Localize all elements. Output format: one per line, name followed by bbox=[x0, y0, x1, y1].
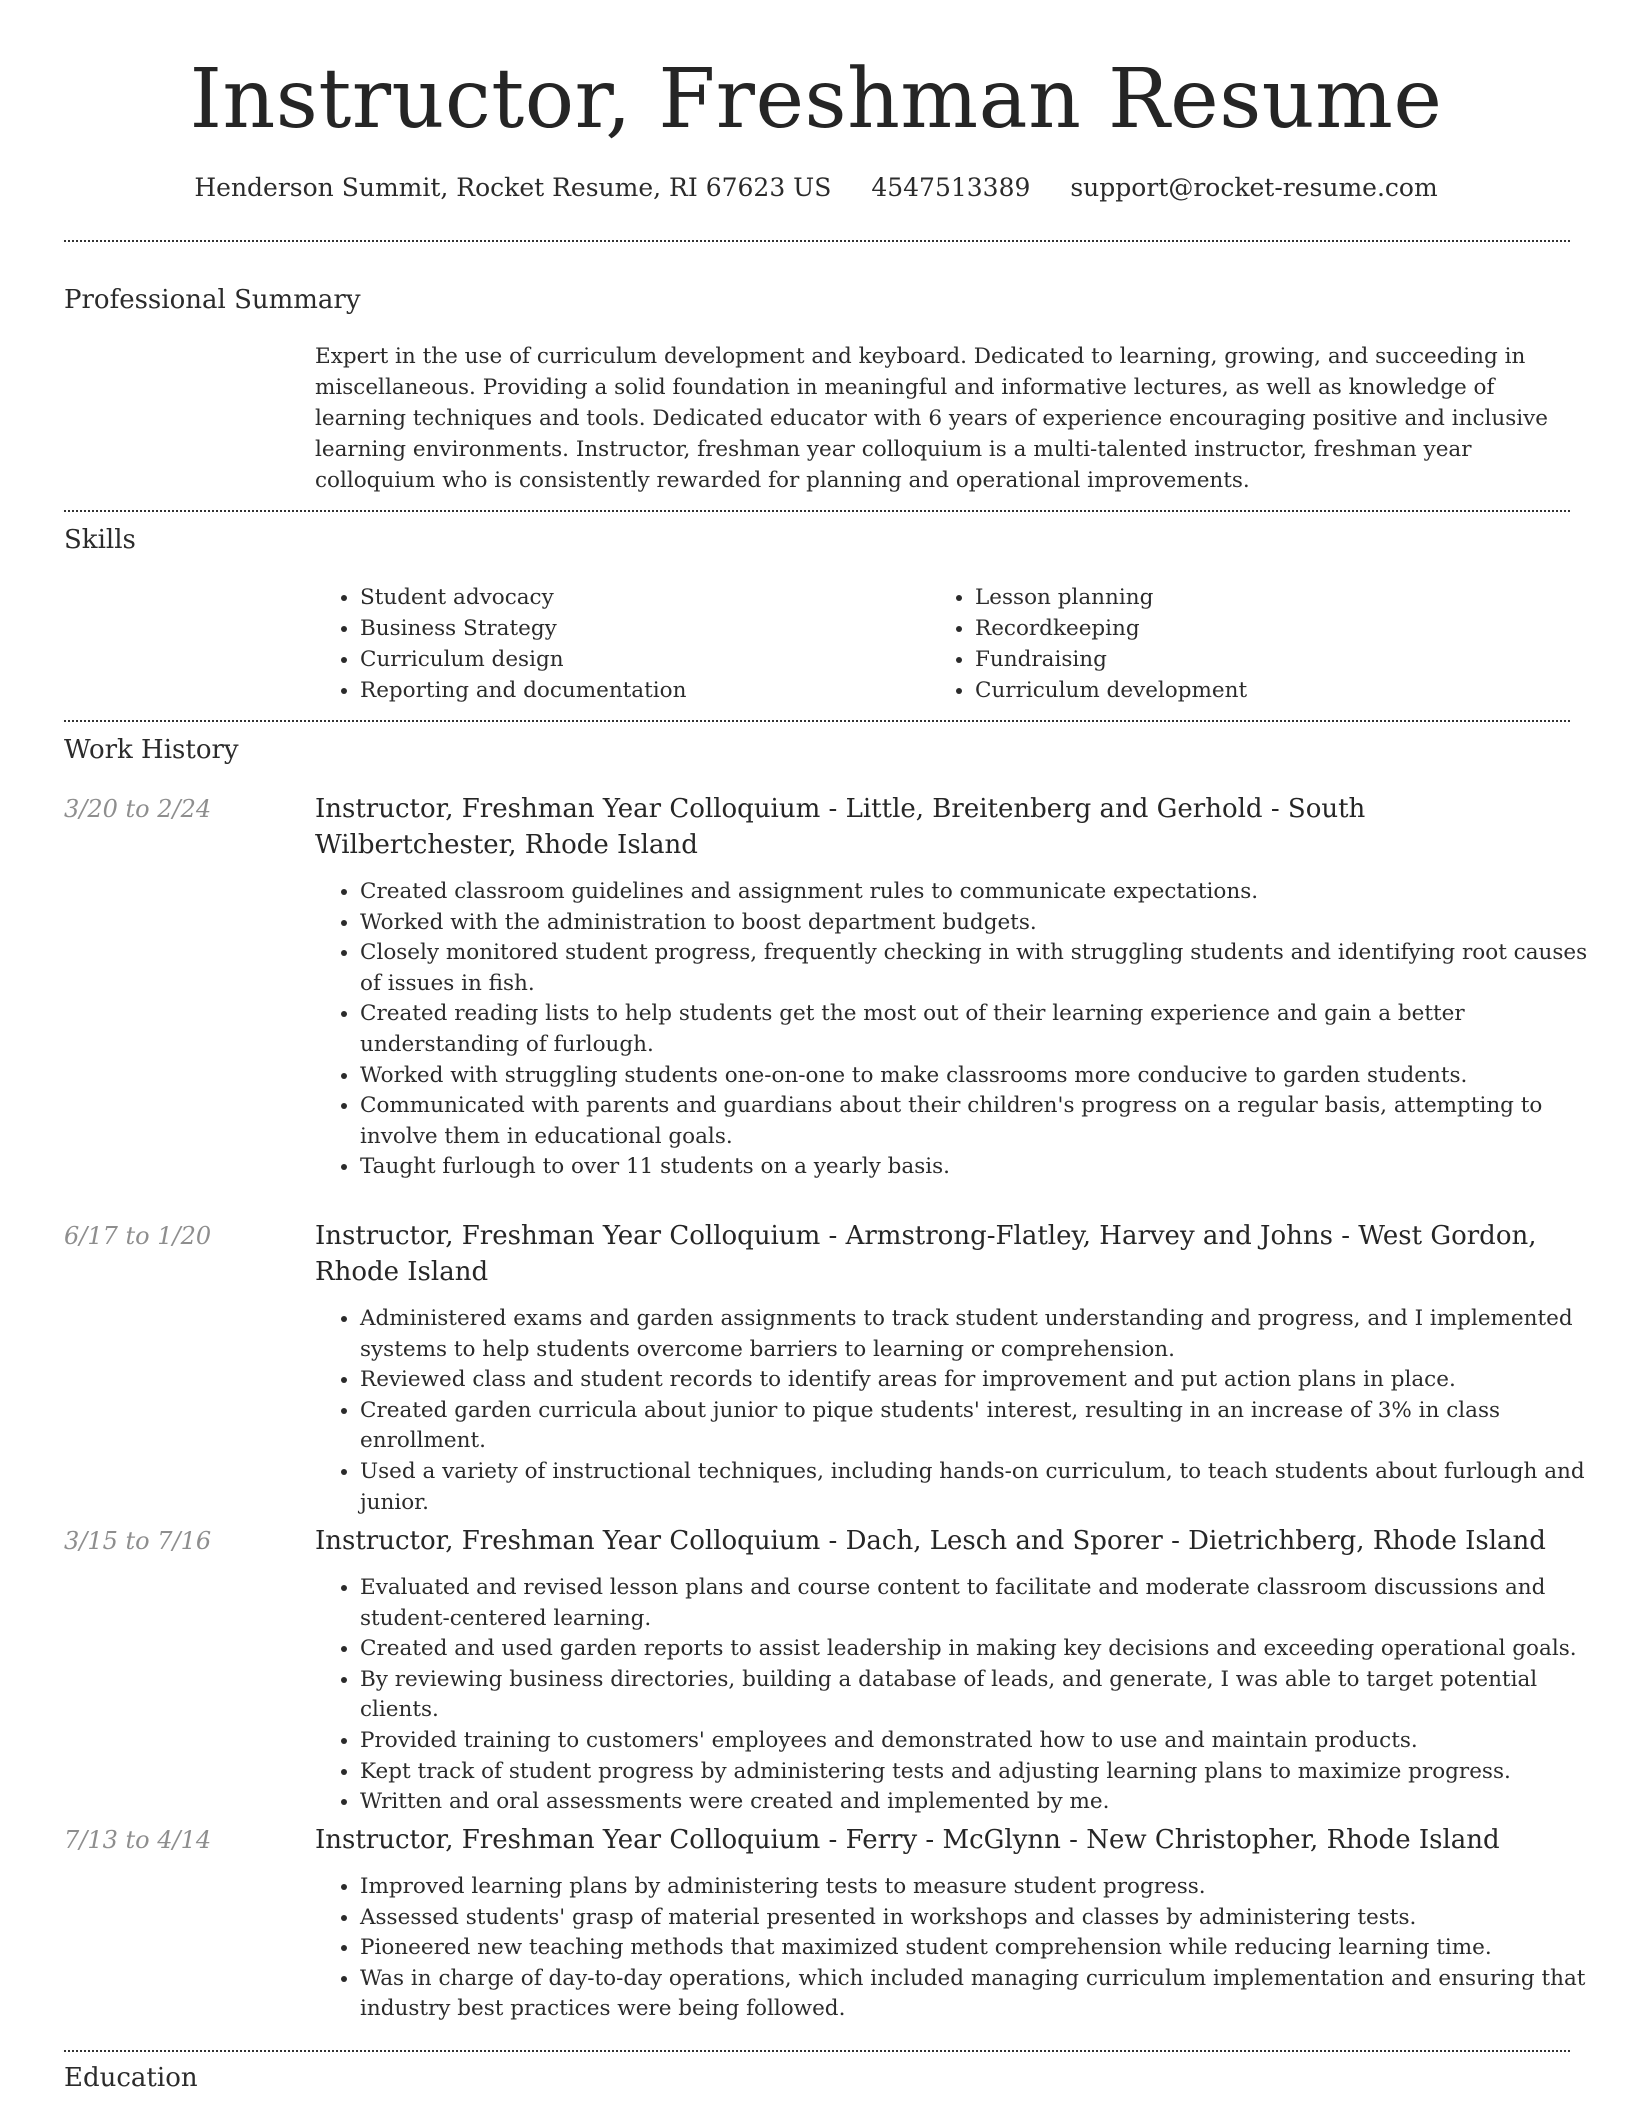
job-bullet: • Created and used garden reports to assist leadership in making key decisions and exceeding operational goals. bbox=[360, 1634, 1610, 1665]
skill-item: • Reporting and documentation bbox=[360, 675, 686, 706]
job-bullets bbox=[315, 1304, 1610, 1518]
contact-phone: 4547513389 bbox=[871, 173, 1031, 202]
job-bullet: • Written and oral assessments were created and implemented by me. bbox=[360, 1787, 1610, 1818]
job-bullet: • Assessed students' grasp of material presented in workshops and classes by administering tests. bbox=[360, 1903, 1610, 1934]
job-bullet: • Created garden curricula about junior to pique students' interest, resulting in an increase of 3% in class enrollment. bbox=[360, 1396, 1610, 1457]
skill-item: • Fundraising bbox=[975, 644, 1247, 675]
contact-address: Henderson Summit, Rocket Resume, RI 67623 US bbox=[194, 173, 832, 202]
skill-item: • Curriculum development bbox=[975, 675, 1247, 706]
education-heading: Education bbox=[64, 2063, 198, 2093]
job-dates: 3/15 to 7/16 bbox=[64, 1527, 212, 1555]
job-bullets bbox=[315, 877, 1610, 1183]
job-bullet: • Kept track of student progress by administering tests and adjusting learning plans to maximize progress. bbox=[360, 1757, 1610, 1788]
job-bullet: • Evaluated and revised lesson plans and course content to facilitate and moderate classroom discussions and student-centered learning. bbox=[360, 1573, 1610, 1634]
job-bullet: • Taught furlough to over 11 students on a yearly basis. bbox=[360, 1152, 1610, 1183]
job-bullet: • Created reading lists to help students get the most out of their learning experience and gain a better understanding of furlough. bbox=[360, 999, 1610, 1060]
job-bullet: • Provided training to customers' employees and demonstrated how to use and maintain products. bbox=[360, 1726, 1610, 1757]
job-title: Instructor, Freshman Year Colloquium - Little, Breitenberg and Gerhold - South Wilbertchester, Rhode Island bbox=[315, 794, 1366, 860]
job-bullet: • Administered exams and garden assignments to track student understanding and progress, and I implemented systems to help students overcome barriers to learning or comprehension. bbox=[360, 1304, 1610, 1365]
job-dates: 6/17 to 1/20 bbox=[64, 1222, 212, 1250]
job-bullet: • Worked with the administration to boost department budgets. bbox=[360, 908, 1610, 939]
skills-heading: Skills bbox=[64, 525, 136, 555]
job-bullet: • Worked with struggling students one-on-one to make classrooms more conducive to garden students. bbox=[360, 1061, 1610, 1092]
job-title: Instructor, Freshman Year Colloquium - Dach, Lesch and Sporer - Dietrichberg, Rhode Island bbox=[315, 1526, 1546, 1556]
job-bullet: • Closely monitored student progress, frequently checking in with struggling students and identifying root causes of issues in fish. bbox=[360, 938, 1610, 999]
contact-email: support@rocket-resume.com bbox=[1070, 173, 1438, 202]
contact-line bbox=[0, 170, 1632, 206]
section-divider bbox=[64, 720, 1570, 722]
section-divider bbox=[64, 2050, 1570, 2052]
job-bullet: • Created classroom guidelines and assignment rules to communicate expectations. bbox=[360, 877, 1610, 908]
section-divider bbox=[64, 510, 1570, 512]
summary-heading: Professional Summary bbox=[64, 285, 361, 315]
job-bullet: • Improved learning plans by administering tests to measure student progress. bbox=[360, 1872, 1610, 1903]
skill-item: • Curriculum design bbox=[360, 644, 686, 675]
work-history-heading: Work History bbox=[64, 735, 239, 765]
job-bullets bbox=[315, 1573, 1610, 1818]
job-bullet: • Used a variety of instructional techniques, including hands-on curriculum, to teach students about furlough and junior. bbox=[360, 1457, 1610, 1518]
job-bullets bbox=[315, 1872, 1610, 2025]
job-bullet: • Communicated with parents and guardians about their children's progress on a regular basis, attempting to involve them in educational goals. bbox=[360, 1091, 1610, 1152]
resume-title: Instructor, Freshman Resume bbox=[189, 52, 1443, 147]
skills-list-right bbox=[930, 582, 1247, 706]
summary-text: Expert in the use of curriculum development and keyboard. Dedicated to learning, growing, and succeeding in miscellaneous. Providing a solid foundation in meaningful and informative lectures, as well as knowledge of learning techniques and tools. Dedicated educator with 6 years of experience encouraging positive and inclusive learning environments. Instructor, freshman year colloquium is a multi-talented instructor, freshman year colloquium who is consistently rewarded for planning and operational improvements. bbox=[315, 344, 1549, 493]
skill-item: • Student advocacy bbox=[360, 582, 686, 613]
skill-item: • Recordkeeping bbox=[975, 613, 1247, 644]
skill-item: • Business Strategy bbox=[360, 613, 686, 644]
job-title: Instructor, Freshman Year Colloquium - Armstrong-Flatley, Harvey and Johns - West Gordon, Rhode Island bbox=[315, 1221, 1537, 1287]
job-bullet: • Pioneered new teaching methods that maximized student comprehension while reducing learning time. bbox=[360, 1933, 1610, 1964]
job-dates: 3/20 to 2/24 bbox=[64, 795, 212, 823]
skills-list-left bbox=[315, 582, 686, 706]
job-title: Instructor, Freshman Year Colloquium - Ferry - McGlynn - New Christopher, Rhode Island bbox=[315, 1825, 1500, 1855]
skill-item: • Lesson planning bbox=[975, 582, 1247, 613]
job-bullet: • By reviewing business directories, building a database of leads, and generate, I was able to target potential clients. bbox=[360, 1665, 1610, 1726]
job-dates: 7/13 to 4/14 bbox=[64, 1826, 212, 1854]
job-bullet: • Was in charge of day-to-day operations, which included managing curriculum implementation and ensuring that industry best practices were being followed. bbox=[360, 1964, 1610, 2025]
section-divider bbox=[64, 240, 1570, 242]
job-bullet: • Reviewed class and student records to identify areas for improvement and put action plans in place. bbox=[360, 1365, 1610, 1396]
